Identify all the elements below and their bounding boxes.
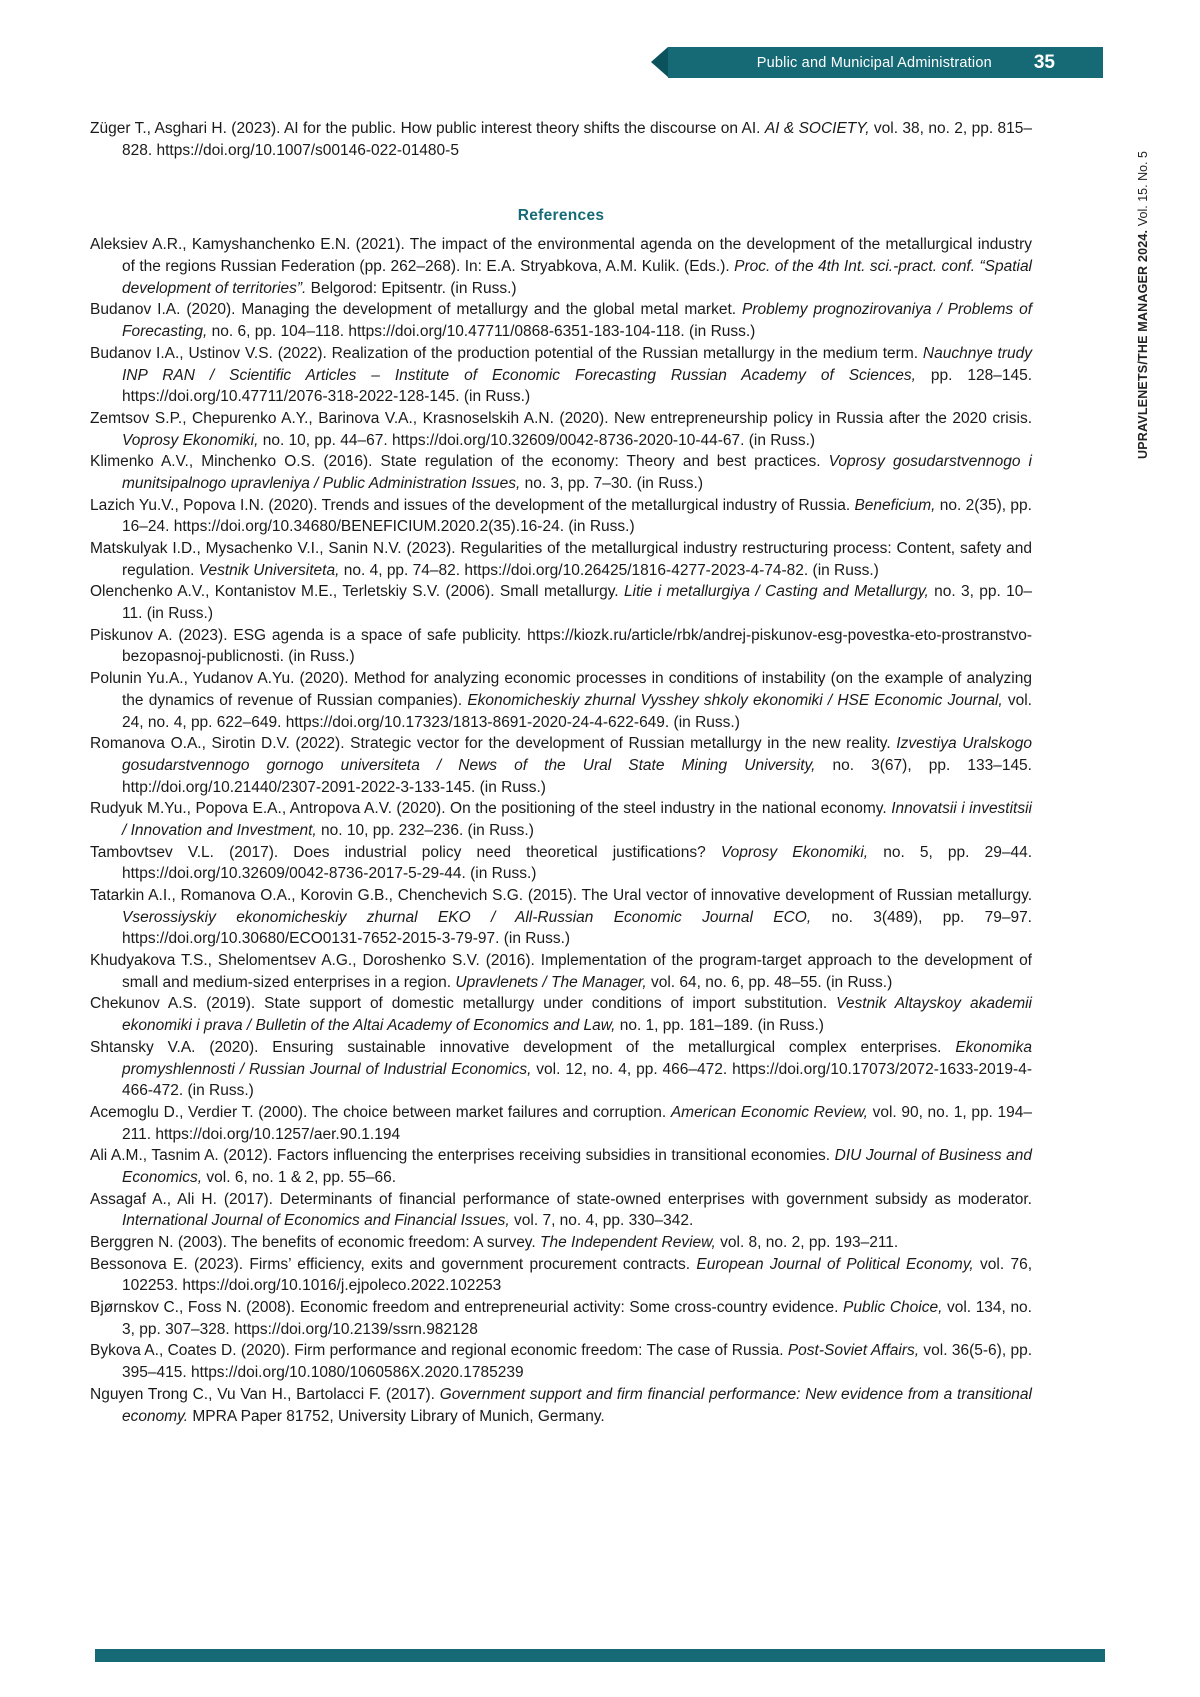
reference-text: Rudyuk M.Yu., Popova E.A., Antropova A.V. (2020). On the positioning of the steel industry in the national economy. bbox=[90, 800, 892, 818]
reference-text: no. 6, pp. 104–118. https://doi.org/10.47711/0868-6351-183-104-118. (in Russ.) bbox=[207, 323, 756, 341]
reference-entry bbox=[90, 118, 1032, 161]
reference-entry bbox=[90, 842, 1032, 885]
reference-text: vol. 76, 102253. https://doi.org/10.1016/j.ejpoleco.2022.102253 bbox=[122, 1255, 1033, 1295]
reference-source-title: Voprosy gosudarstvennogo i munitsipalnogo upravleniya / Public Administration Issues, bbox=[122, 453, 1032, 492]
references-heading: References bbox=[517, 207, 605, 225]
reference-text: Romanova O.A., Sirotin D.V. (2022). Strategic vector for the development of Russian metallurgy in the new reality. bbox=[90, 735, 897, 753]
reference-text: Bjørnskov C., Foss N. (2008). Economic freedom and entrepreneurial activity: Some cross-country evidence. bbox=[90, 1299, 844, 1317]
journal-volume-vertical: Vol. 15. No. 5 bbox=[1136, 151, 1150, 227]
reference-source-title: Upravlenets / The Manager, bbox=[455, 973, 647, 991]
reference-entry bbox=[90, 538, 1032, 581]
reference-text: Tambovtsev V.L. (2017). Does industrial policy need theoretical justifications? bbox=[90, 843, 721, 861]
reference-text: Berggren N. (2003). The benefits of economic freedom: A survey. bbox=[90, 1234, 541, 1251]
reference-source-title: American Economic Review, bbox=[670, 1103, 868, 1121]
header-band-arrow bbox=[651, 47, 668, 77]
reference-text: no. 2(35), pp. 16–24. https://doi.org/10.34680/BENEFICIUM.2020.2(35).16-24. (in Russ.) bbox=[122, 496, 1032, 536]
footer-bar bbox=[95, 1649, 1105, 1662]
reference-entry bbox=[90, 625, 1032, 668]
reference-source-title: Nauchnye trudy INP RAN / Scientific Articles – Institute of Economic Forecasting Russian Academy of Sciences, bbox=[122, 344, 1032, 384]
reference-text: Budanov I.A. (2020). Managing the development of metallurgy and the global metal market. bbox=[90, 301, 743, 319]
reference-source-title: DIU Journal of Business and Economics, bbox=[122, 1147, 1032, 1186]
reference-text: Matskulyak I.D., Mysachenko V.I., Sanin N.V. (2023). Regularities of the metallurgical industry restructuring process: Content, safety and regulation. bbox=[90, 540, 1032, 579]
reference-entry bbox=[90, 343, 1032, 408]
reference-entry bbox=[90, 1297, 1032, 1340]
reference-text: Shtansky V.A. (2020). Ensuring sustainable innovative development of the metallurgical complex enterprises. bbox=[90, 1038, 956, 1056]
reference-text: Zemtsov S.P., Chepurenko A.Y., Barinova V.A., Krasnoselskih A.N. (2020). New entrepreneurship policy in Russia after the 2020 crisis. bbox=[90, 409, 1032, 427]
reference-text: no. 4, pp. 74–82. https://doi.org/10.26425/1816-4277-2023-4-74-82. (in Russ.) bbox=[339, 561, 879, 579]
reference-source-title: Izvestiya Uralskogo gosudarstvennogo gornogo universiteta / News of the Ural State Mining University, bbox=[122, 735, 1032, 774]
reference-text: MPRA Paper 81752, University Library of Munich, Germany. bbox=[188, 1407, 605, 1425]
reference-source-title: Innovatsii i investitsii / Innovation and Investment, bbox=[122, 800, 1033, 839]
reference-source-title: Beneficium, bbox=[854, 496, 936, 514]
reference-text: Klimenko A.V., Minchenko O.S. (2016). State regulation of the economy: Theory and best practices. bbox=[90, 453, 829, 471]
reference-text: Ali A.M., Tasnim A. (2012). Factors influencing the enterprises receiving subsidies in transitional economies. bbox=[90, 1147, 835, 1165]
reference-source-title: The Independent Review, bbox=[540, 1234, 716, 1251]
reference-source-title: Voprosy Ekonomiki, bbox=[122, 431, 259, 449]
reference-text: vol. 7, no. 4, pp. 330–342. bbox=[509, 1212, 694, 1230]
reference-source-title: Ekonomicheskiy zhurnal Vysshey shkoly ekonomiki / HSE Economic Journal, bbox=[467, 691, 1003, 709]
reference-source-title: Voprosy Ekonomiki, bbox=[720, 843, 869, 861]
header-band bbox=[668, 47, 1103, 78]
reference-entry bbox=[90, 234, 1032, 299]
reference-entry bbox=[90, 1145, 1032, 1188]
reference-entry bbox=[90, 668, 1032, 733]
reference-source-title: Post-Soviet Affairs, bbox=[787, 1342, 920, 1360]
reference-entry bbox=[90, 581, 1032, 624]
reference-text: Bykova A., Coates D. (2020). Firm performance and regional economic freedom: The case of Russia. bbox=[90, 1342, 788, 1360]
reference-source-title: Public Choice, bbox=[843, 1299, 943, 1317]
reference-text: Nguyen Trong C., Vu Van H., Bartolacci F. (2017). bbox=[90, 1385, 440, 1403]
reference-text: no. 3(489), pp. 79–97. https://doi.org/10.30680/ECO0131-7652-2015-3-79-97. (in Russ.) bbox=[122, 908, 1032, 948]
reference-source-title: Vestnik Altayskoy akademii ekonomiki i prava / Bulletin of the Altai Academy of Economics and Law, bbox=[122, 995, 1032, 1035]
reference-text: Assagaf A., Ali H. (2017). Determinants of financial performance of state-owned enterprises with government subsidy as moderator. bbox=[90, 1190, 1032, 1208]
reference-entry bbox=[90, 993, 1032, 1036]
reference-entry bbox=[90, 1189, 1032, 1232]
reference-text: Bessonova E. (2023). Firms’ efficiency, exits and government procurement contracts. bbox=[90, 1255, 697, 1273]
page-number: 35 bbox=[1033, 51, 1055, 73]
reference-entry bbox=[90, 950, 1032, 993]
references-page-content bbox=[90, 118, 1032, 1427]
reference-source-title: Ekonomika promyshlennosti / Russian Journal of Industrial Economics, bbox=[122, 1038, 1032, 1078]
reference-text: no. 3, pp. 7–30. (in Russ.) bbox=[520, 474, 703, 492]
reference-source-title: International Journal of Economics and Financial Issues, bbox=[122, 1212, 510, 1230]
reference-entry bbox=[90, 1384, 1032, 1427]
reference-entry bbox=[90, 798, 1032, 841]
reference-text: no. 5, pp. 29–44. https://doi.org/10.32609/0042-8736-2017-5-29-44. (in Russ.) bbox=[122, 843, 1033, 883]
reference-entry bbox=[90, 1037, 1032, 1102]
reference-text: vol. 36(5-6), pp. 395–415. https://doi.org/10.1080/1060586X.2020.1785239 bbox=[122, 1342, 1032, 1382]
reference-text: Aleksiev A.R., Kamyshanchenko E.N. (2021). The impact of the environmental agenda on the development of the metallurgical industry of the regions Russian Federation (pp. 262–268). In: E.A. Stryabkova, A.M. Kulik. (Eds.). bbox=[90, 236, 1032, 276]
journal-sidebar-text bbox=[1136, 99, 1150, 459]
reference-source-title: Litie i metallurgiya / Casting and Metallurgy, bbox=[623, 583, 929, 601]
reference-entry bbox=[90, 733, 1032, 798]
references-list bbox=[90, 234, 1032, 1427]
reference-entry bbox=[90, 299, 1032, 342]
reference-text: Lazich Yu.V., Popova I.N. (2020). Trends and issues of the development of the metallurgical industry of Russia. bbox=[90, 496, 855, 514]
reference-text: vol. 24, no. 4, pp. 622–649. https://doi.org/10.17323/1813-8691-2020-24-4-622-649. (in Russ.) bbox=[122, 691, 1032, 731]
header-section-title: Public and Municipal Administration bbox=[756, 54, 992, 71]
reference-text: no. 10, pp. 232–236. (in Russ.) bbox=[316, 821, 534, 839]
reference-source-title: Government support and firm financial performance: New evidence from a transitional economy. bbox=[122, 1385, 1032, 1425]
reference-source-title: Vserossiyskiy ekonomicheskiy zhurnal EKO / All-Russian Economic Journal ECO, bbox=[122, 908, 812, 926]
reference-text: vol. 90, no. 1, pp. 194–211. https://doi.org/10.1257/aer.90.1.194 bbox=[122, 1103, 1032, 1143]
reference-entry bbox=[90, 495, 1032, 538]
reference-source-title: Problemy prognozirovaniya / Problems of Forecasting, bbox=[122, 301, 1033, 341]
reference-text: vol. 8, no. 2, pp. 193–211. bbox=[715, 1234, 899, 1251]
reference-text: Chekunov A.S. (2019). State support of domestic metallurgy under conditions of import substitution. bbox=[90, 995, 837, 1013]
reference-source-title: European Journal of Political Economy, bbox=[696, 1255, 974, 1273]
reference-text: Budanov I.A., Ustinov V.S. (2022). Realization of the production potential of the Russian metallurgy in the medium term. bbox=[90, 344, 923, 362]
reference-text: no. 10, pp. 44–67. https://doi.org/10.32609/0042-8736-2020-10-44-67. (in Russ.) bbox=[258, 431, 816, 449]
reference-text: Züger T., Asghari H. (2023). AI for the public. How public interest theory shifts the discourse on AI. bbox=[90, 120, 765, 137]
reference-entry bbox=[90, 1340, 1032, 1383]
journal-title-vertical: UPRAVLENETS/THE MANAGER 2024. bbox=[1136, 226, 1150, 459]
reference-entry bbox=[90, 1102, 1032, 1145]
reference-text: Belgorod: Epitsentr. (in Russ.) bbox=[306, 279, 517, 297]
reference-source-title: AI & SOCIETY, bbox=[764, 120, 870, 137]
reference-text: Khudyakova T.S., Shelomentsev A.G., Doroshenko S.V. (2016). Implementation of the program-target approach to the development of small and medium-sized enterprises in a region. bbox=[90, 952, 1032, 991]
reference-entry bbox=[90, 1232, 1032, 1254]
reference-text: vol. 6, no. 1 & 2, pp. 55–66. bbox=[202, 1168, 397, 1186]
reference-entry bbox=[90, 408, 1032, 451]
reference-text: vol. 12, no. 4, pp. 466–472. https://doi.org/10.17073/2072-1633-2019-4-466-472. (in Russ.) bbox=[122, 1060, 1032, 1100]
reference-text: Tatarkin A.I., Romanova O.A., Korovin G.B., Chenchevich S.G. (2015). The Ural vector of innovative development of Russian metallurgy. bbox=[90, 887, 1032, 904]
reference-text: Piskunov A. (2023). ESG agenda is a space of safe publicity. https://kiozk.ru/article/rbk/andrej-piskunov-esg-povestka-eto-prostranstvo-bezopasnoj-publicnosti. (in Russ.) bbox=[90, 626, 1032, 666]
reference-entry bbox=[90, 885, 1032, 950]
reference-text: no. 3(67), pp. 133–145. http://doi.org/10.21440/2307-2091-2022-3-133-145. (in Russ.) bbox=[122, 756, 1032, 796]
reference-text: vol. 38, no. 2, pp. 815–828. https://doi.org/10.1007/s00146-022-01480-5 bbox=[122, 120, 1032, 159]
reference-text: Acemoglu D., Verdier T. (2000). The choice between market failures and corruption. bbox=[90, 1103, 671, 1121]
reference-text: no. 3, pp. 10–11. (in Russ.) bbox=[122, 583, 1033, 623]
reference-source-title: Vestnik Universiteta, bbox=[198, 561, 340, 579]
reference-entry bbox=[90, 451, 1032, 494]
pre-references-list bbox=[90, 118, 1032, 161]
reference-text: vol. 134, no. 3, pp. 307–328. https://doi.org/10.2139/ssrn.982128 bbox=[122, 1299, 1032, 1338]
reference-source-title: Proc. of the 4th Int. sci.-pract. conf. “Spatial development of territories”. bbox=[122, 258, 1033, 297]
reference-text: pp. 128–145. https://doi.org/10.47711/2076-318-2022-128-145. (in Russ.) bbox=[122, 366, 1032, 406]
reference-text: no. 1, pp. 181–189. (in Russ.) bbox=[615, 1017, 824, 1035]
reference-entry bbox=[90, 1254, 1032, 1297]
reference-text: vol. 64, no. 6, pp. 48–55. (in Russ.) bbox=[646, 973, 893, 991]
reference-text: Olenchenko A.V., Kontanistov M.E., Terletskiy S.V. (2006). Small metallurgy. bbox=[90, 583, 624, 601]
reference-text: Polunin Yu.A., Yudanov A.Yu. (2020). Method for analyzing economic processes in conditions of instability (on the example of analyzing the dynamics of revenue of Russian companies). bbox=[90, 670, 1032, 709]
